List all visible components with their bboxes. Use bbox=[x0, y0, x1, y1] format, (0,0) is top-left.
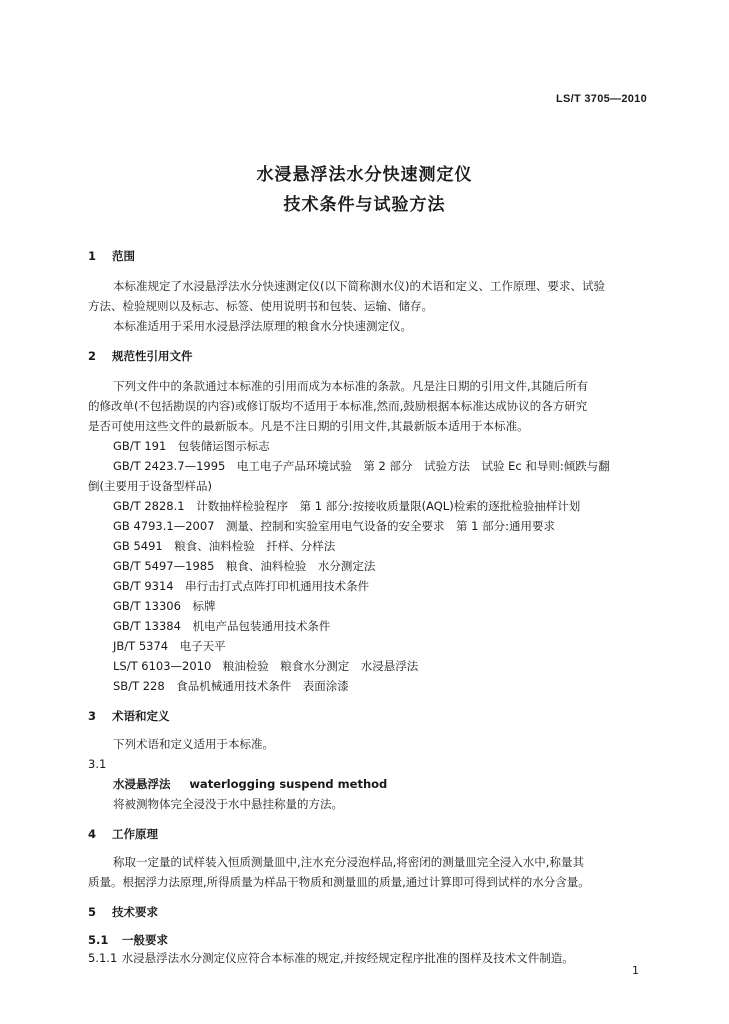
clause-number: 5.1.1 bbox=[88, 951, 118, 965]
standard-code: LS/T 3705—2010 bbox=[555, 93, 647, 105]
reference-item: LS/T 6103—2010 粮油检验 粮食水分测定 水浸悬浮法 bbox=[113, 659, 419, 673]
document-title-line1: 水浸悬浮法水分快速测定仪 bbox=[256, 165, 473, 185]
reference-item: GB/T 2828.1 计数抽样检验程序 第 1 部分:按接收质量限(AQL)检索的逐批检验抽样计划 bbox=[113, 499, 581, 513]
paragraph-line: 是否可使用这些文件的最新版本。凡是不注日期的引用文件,其最新版本适用于本标准。 bbox=[88, 419, 529, 433]
paragraph-line: 方法、检验规则以及标志、标签、使用说明书和包装、运输、储存。 bbox=[88, 299, 433, 313]
section-number: 2 bbox=[88, 349, 97, 363]
clause-text: 水浸悬浮法水分测定仪应符合本标准的规定,并按经规定程序批准的图样及技术文件制造。 bbox=[121, 951, 574, 965]
reference-item: GB/T 13384 机电产品包装通用技术条件 bbox=[113, 619, 331, 633]
reference-item: GB/T 13306 标牌 bbox=[113, 599, 216, 613]
paragraph-line: 下列文件中的条款通过本标准的引用而成为本标准的条款。凡是注日期的引用文件,其随后所有 bbox=[113, 379, 589, 393]
section-title: 术语和定义 bbox=[112, 709, 170, 723]
section-1-heading bbox=[88, 248, 658, 264]
paragraph-line: 的修改单(不包括勘误的内容)或修订版均不适用于本标准,然而,鼓励根据本标准达成协议的各方研究 bbox=[88, 399, 588, 413]
reference-item: GB 5491 粮食、油料检验 扦样、分样法 bbox=[113, 539, 336, 553]
subsection-5-1-heading bbox=[88, 932, 658, 948]
reference-item-continuation: 倒(主要用于设备型样品) bbox=[88, 479, 212, 493]
clause-5-1-1 bbox=[88, 950, 658, 966]
section-title: 规范性引用文件 bbox=[112, 349, 193, 363]
section-3-heading bbox=[88, 708, 658, 724]
page-number: 1 bbox=[632, 964, 639, 977]
paragraph-line: 称取一定量的试样装入恒质测量皿中,注水充分浸泡样品,将密闭的测量皿完全浸入水中,称量其 bbox=[113, 855, 584, 869]
term-english: waterlogging suspend method bbox=[189, 777, 388, 791]
paragraph-line: 下列术语和定义适用于本标准。 bbox=[113, 737, 274, 751]
reference-item: SB/T 228 食品机械通用技术条件 表面涂漆 bbox=[113, 679, 349, 693]
section-number: 5 bbox=[88, 905, 97, 919]
section-number: 3 bbox=[88, 709, 97, 723]
section-2-heading bbox=[88, 348, 658, 364]
reference-item: JB/T 5374 电子天平 bbox=[113, 639, 226, 653]
document-title-line2: 技术条件与试验方法 bbox=[283, 195, 446, 215]
paragraph-line: 本标准规定了水浸悬浮法水分快速测定仪(以下简称测水仪)的术语和定义、工作原理、要求、试验 bbox=[113, 279, 605, 293]
reference-item: GB 4793.1—2007 测量、控制和实验室用电气设备的安全要求 第 1 部分:通用要求 bbox=[113, 519, 555, 533]
reference-item: GB/T 9314 串行击打式点阵打印机通用技术条件 bbox=[113, 579, 370, 593]
section-title: 技术要求 bbox=[112, 905, 159, 919]
reference-item: GB/T 2423.7—1995 电工电子产品环境试验 第 2 部分 试验方法 试验 Ec 和导则:倾跌与翻 bbox=[113, 459, 610, 473]
term-chinese: 水浸悬浮法 bbox=[113, 777, 171, 791]
section-5-heading bbox=[88, 904, 658, 920]
subsection-number: 5.1 bbox=[88, 933, 109, 947]
reference-item: GB/T 5497—1985 粮食、油料检验 水分测定法 bbox=[113, 559, 376, 573]
paragraph-line: 本标准适用于采用水浸悬浮法原理的粮食水分快速测定仪。 bbox=[113, 319, 412, 333]
section-number: 4 bbox=[88, 827, 97, 841]
reference-item: GB/T 191 包装储运图示标志 bbox=[113, 439, 270, 453]
term-definition: 将被测物体完全浸没于水中悬挂称量的方法。 bbox=[113, 797, 343, 811]
section-4-heading bbox=[88, 826, 658, 842]
subsection-number: 3.1 bbox=[88, 757, 107, 771]
subsection-title: 一般要求 bbox=[122, 933, 169, 947]
section-number: 1 bbox=[88, 249, 97, 263]
section-title: 范围 bbox=[112, 249, 136, 263]
term-entry bbox=[113, 776, 683, 792]
section-title: 工作原理 bbox=[112, 827, 159, 841]
paragraph-line: 质量。根据浮力法原理,所得质量为样品干物质和测量皿的质量,通过计算即可得到试样的水分含量。 bbox=[88, 875, 590, 889]
